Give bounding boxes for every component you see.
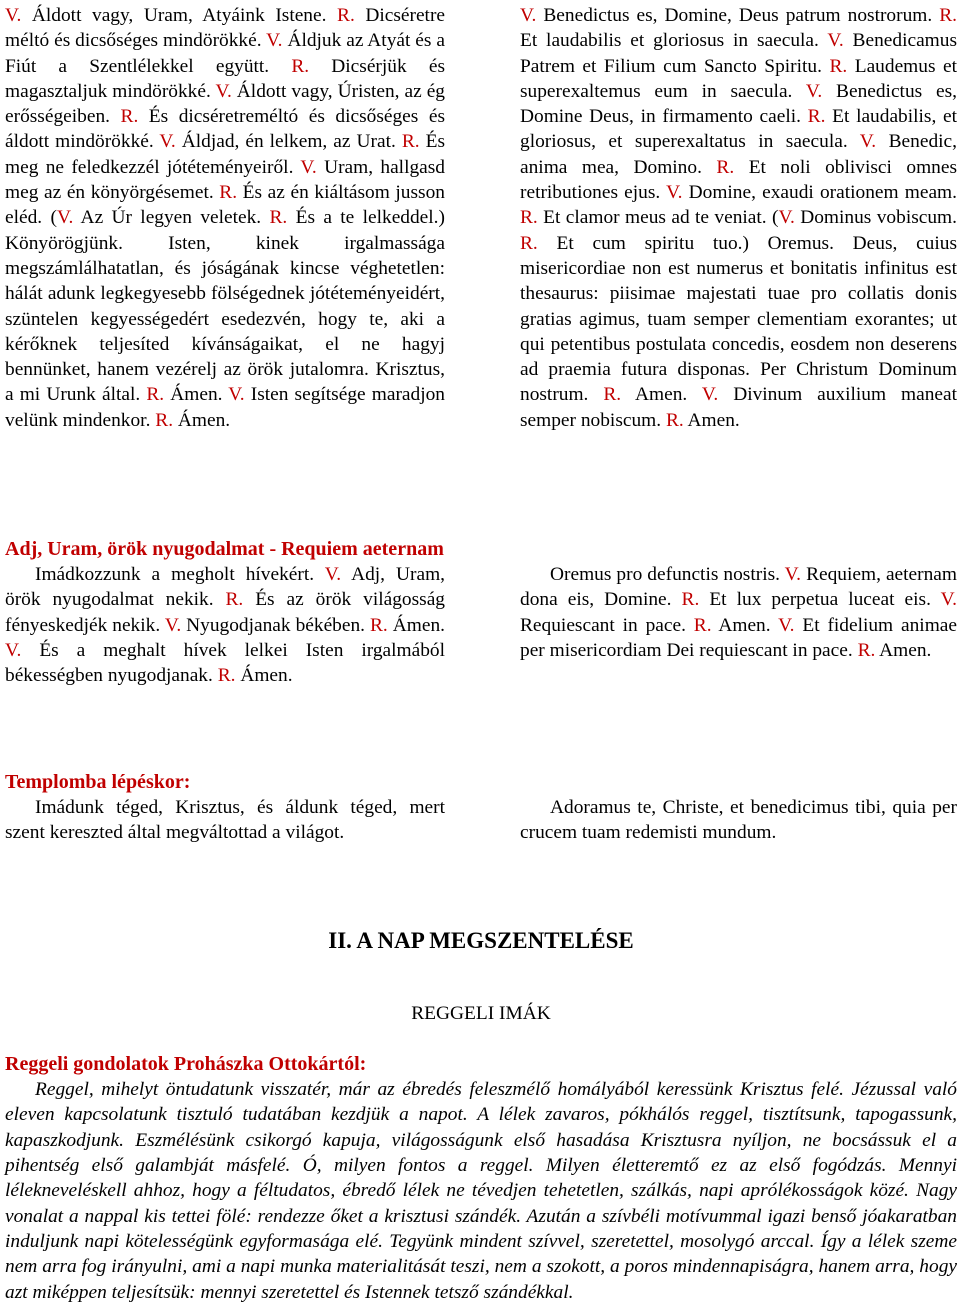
rubric-marker: R. xyxy=(939,5,957,26)
prayer-text-segment: Dicsérjük és magasztaljuk mindörökké. xyxy=(5,55,445,102)
rubric-marker: R. xyxy=(681,589,700,611)
prayer-text-segment: Et laudabilis et gloriosus in saecula. xyxy=(520,30,828,52)
prayer-text-segment: Requiem, aeternam dona eis, Domine. xyxy=(520,564,957,611)
latin-entry-text: Adoramus te, Christe, et benedicimus tibi, quia per crucem tuam redemisti mundum. xyxy=(520,797,957,844)
prayer-text-segment: Ámen. xyxy=(387,614,445,636)
rubric-marker: R. xyxy=(716,156,735,178)
chapter-title: II. A NAP MEGSZENTELÉSE xyxy=(328,927,634,953)
hungarian-praise-column xyxy=(5,3,445,531)
prayer-text-segment: Et lux perpetua luceat eis. xyxy=(699,589,941,611)
chapter-subtitle: REGGELI IMÁK xyxy=(411,1002,551,1024)
prayer-text-segment: Áldott vagy, Úristen, az ég erősségeiben. xyxy=(5,80,445,128)
rubric-marker: R. xyxy=(807,106,826,128)
prayer-text-segment: Amen. xyxy=(683,409,740,431)
rubric-marker: R. xyxy=(370,614,388,636)
rubric-marker: V. xyxy=(228,384,245,406)
rubric-marker: R. xyxy=(693,614,712,636)
morning-thoughts-heading: Reggeli gondolatok Prohászka Ottokártól: xyxy=(5,1053,367,1076)
prayer-text-segment: Áldjuk az Atyát és a Fiút a Szentlélekkel együtt. xyxy=(5,30,445,77)
prayer-text-segment: Et clamor meus ad te veniat. ( xyxy=(537,207,779,229)
latin-praise-column xyxy=(520,3,957,531)
prayer-text-segment: És dicséretreméltó és dicsőséges és áldott mindörökké. xyxy=(5,106,445,153)
rubric-marker: V. xyxy=(859,131,877,153)
rubric-marker: R. xyxy=(225,589,244,611)
rubric-marker: V. xyxy=(778,614,795,636)
prayer-text-segment: Az Úr legyen veletek. xyxy=(73,207,270,229)
prayer-text-segment: Nyugodjanak békében. xyxy=(181,614,370,636)
prayer-text-segment: Et fidelium animae per misericordiam Dei requiescant in pace. xyxy=(520,614,957,661)
prayer-text-segment: Áldott vagy, Uram, Atyáink Istene. xyxy=(21,5,338,26)
prayer-text-segment: Divinum auxilium maneat semper nobiscum. xyxy=(520,384,957,431)
rubric-marker: R. xyxy=(520,232,538,254)
morning-thoughts-block xyxy=(5,1077,957,1305)
prayer-text-segment: Benedic, anima mea, Domino. xyxy=(520,131,957,178)
rubric-marker: R. xyxy=(120,106,139,128)
prayer-text-segment: Benedicamus Patrem et Filium cum Sancto Spiritu. xyxy=(520,30,957,77)
section-praise-columns xyxy=(5,3,957,531)
rubric-marker: R. xyxy=(146,384,165,406)
rubric-marker: R. xyxy=(401,131,420,153)
rubric-marker: V. xyxy=(164,614,182,636)
rubric-marker: V. xyxy=(940,589,957,611)
rubric-marker: V. xyxy=(56,207,74,229)
rubric-marker: R. xyxy=(155,409,174,431)
hungarian-praise-text xyxy=(5,3,445,433)
church-entry-heading: Templomba lépéskor: xyxy=(5,771,191,793)
rubric-marker: V. xyxy=(701,384,719,406)
rubric-marker: V. xyxy=(805,80,823,102)
rubric-marker: V. xyxy=(324,564,342,585)
prayer-text-segment: Benedictus es, Domine Deus, in firmamento caeli. xyxy=(520,80,957,128)
prayer-text-segment: Oremus pro defunctis nostris. xyxy=(550,564,785,585)
rubric-marker: V. xyxy=(266,30,283,52)
hungarian-requiem-text xyxy=(5,562,445,688)
prayer-text-segment: Dicséretre méltó és dicsőséges mindörökké. xyxy=(5,5,446,52)
section-entry-columns xyxy=(5,795,957,846)
prayer-text-segment: Ámen. xyxy=(235,665,293,687)
prayer-text-segment: Ámen. xyxy=(173,409,231,431)
prayer-text-segment: Laudemus et superexaltemus eum in saecula. xyxy=(520,55,958,102)
rubric-marker: R. xyxy=(337,5,355,26)
rubric-marker: R. xyxy=(219,182,238,204)
prayer-text-segment: Et cum spiritu tuo.) Oremus. Deus, cuius misericordiae non est numerus et bonitatis infinitus est thesaurus: piisimae majestati tuae pro collatis donis gratias agimus, tuam semper clementiam exorantes; ut qui petentibus postulata concedis, eosdem non deserens ad praemia futura disponas. Per Christum Dominum nostrum. xyxy=(520,232,957,406)
prayer-text-segment: Dominus vobiscum. xyxy=(794,207,957,229)
prayer-text-segment: Adj, Uram, örök nyugodalmat nekik. xyxy=(5,564,446,611)
rubric-marker: V. xyxy=(520,5,537,26)
rubric-marker: R. xyxy=(665,409,684,431)
rubric-marker: R. xyxy=(520,207,538,229)
rubric-marker: R. xyxy=(857,639,876,661)
rubric-marker: R. xyxy=(603,384,622,406)
hungarian-entry-column xyxy=(5,795,445,846)
rubric-marker: V. xyxy=(5,5,22,26)
latin-praise-text xyxy=(520,3,957,433)
rubric-marker: V. xyxy=(159,131,176,153)
prayer-text-segment: Uram, hallgasd meg az én könyörgésemet. xyxy=(5,156,445,204)
rubric-marker: V. xyxy=(215,80,232,102)
prayer-text-segment: És meg ne feledkezzél jótéteményeiről. xyxy=(5,131,445,178)
rubric-marker: R. xyxy=(269,207,288,229)
prayer-text-segment: És a meghalt hívek lelkei Isten irgalmából békességben nyugodjanak. xyxy=(5,639,445,687)
prayer-text-segment: Domine, exaudi orationem meam. xyxy=(682,182,957,204)
latin-requiem-column xyxy=(520,562,957,752)
prayer-text-segment: Amen. xyxy=(875,639,932,661)
rubric-marker: V. xyxy=(300,156,317,178)
prayer-text-segment: És az örök világosság fényeskedjék nekik. xyxy=(5,589,445,636)
prayer-text-segment: És az én kiáltásom jusson eléd. ( xyxy=(5,182,445,229)
hungarian-requiem-column xyxy=(5,562,445,752)
rubric-marker: R. xyxy=(291,55,310,77)
prayer-text-segment: Imádkozzunk a megholt hívekért. xyxy=(35,564,325,585)
hungarian-entry-text: Imádunk téged, Krisztus, és áldunk téged, mert szent kereszted által megváltottad a világot. xyxy=(5,797,445,844)
prayer-text-segment: Benedictus es, Domine, Deus patrum nostrorum. xyxy=(536,5,940,26)
rubric-marker: R. xyxy=(829,55,848,77)
prayer-text-segment: Et laudabilis, et gloriosus, et superexaltatus in saecula. xyxy=(520,106,958,153)
rubric-marker: V. xyxy=(666,182,683,204)
prayer-text-segment: És a te lelkeddel.) Könyörögjünk. Isten, kinek irgalmassága megszámlálhatatlan, és jóságának kincse véghetetlen: hálát adunk legkegyesebb fölségednek jótéteményeidért, szüntelen kegyességedért esedezvén, hogy te, aki a kérőknek teljesíted kívánságaikat, el ne hagyj bennünket, hanem vezérelj az örök jutalomra. Krisztus, a mi Urunk által. xyxy=(5,207,445,406)
prayer-text-segment: Et noli oblivisci omnes retributiones ejus. xyxy=(520,156,957,204)
section-requiem-columns xyxy=(5,562,957,752)
document-page xyxy=(5,3,957,1305)
latin-requiem-text xyxy=(520,562,957,663)
prayer-text-segment: Ámen. xyxy=(164,384,229,406)
rubric-marker: V. xyxy=(778,207,795,229)
prayer-text-segment: Requiescant in pace. xyxy=(520,614,694,636)
prayer-text-segment: Amen. xyxy=(621,384,702,406)
prayer-text-segment: Áldjad, én lelkem, az Urat. xyxy=(175,131,402,153)
prayer-text-segment: Amen. xyxy=(711,614,779,636)
rubric-marker: R. xyxy=(217,665,236,687)
requiem-heading: Adj, Uram, örök nyugodalmat - Requiem aeternam xyxy=(5,538,444,560)
morning-thoughts-text: Reggel, mihelyt öntudatunk visszatér, már az ébredés feleszmélő homályából keressünk Krisztus felé. Jézussal való eleven kapcsolatunk tisztuló tudatában kezdjük a napot. A lélek zavaros, pókhálós reggel, tisztítsunk, tapogassunk, kapaszkodjunk. Eszmélésünk csikorgó kapuja, világosságunk első hasadása Krisztusra nyíljon, ne bocsássuk el a pihentség első galambját másfelé. Ó, milyen fontos a reggel. Milyen életteremtő ez az első fogódzás. Mennyi lélekneveléskell ahhoz, hogy a féltudatos, ébredő lélek ne tévedjen tehetetlen, szálkás, napi aprólékosságok közé. Nagy vonalat a nappal kis tettei fölé: rendezze őket a krisztusi szándék. Azután a szívbéli motívummal igazi benső jóakaratban induljunk napi kötelességünk egyformasága elé. Tegyünk mindent szívvel, szeretettel, mosolygó arccal. Így a lélek szeme nem arra fog irányulni, ami a napi munka materialitását teszi, nem a szokott, a poros mindennapiságra, hanem arra, hogy azt miképpen teljesítsük: mennyi szeretettel és Istennek tetsző szándékkal. xyxy=(5,1079,957,1303)
rubric-marker: V. xyxy=(784,564,802,585)
latin-entry-column xyxy=(520,795,957,846)
rubric-marker: V. xyxy=(5,639,22,661)
rubric-marker: V. xyxy=(827,30,844,52)
prayer-text-segment: Isten segítsége maradjon velünk mindenkor. xyxy=(5,384,445,431)
